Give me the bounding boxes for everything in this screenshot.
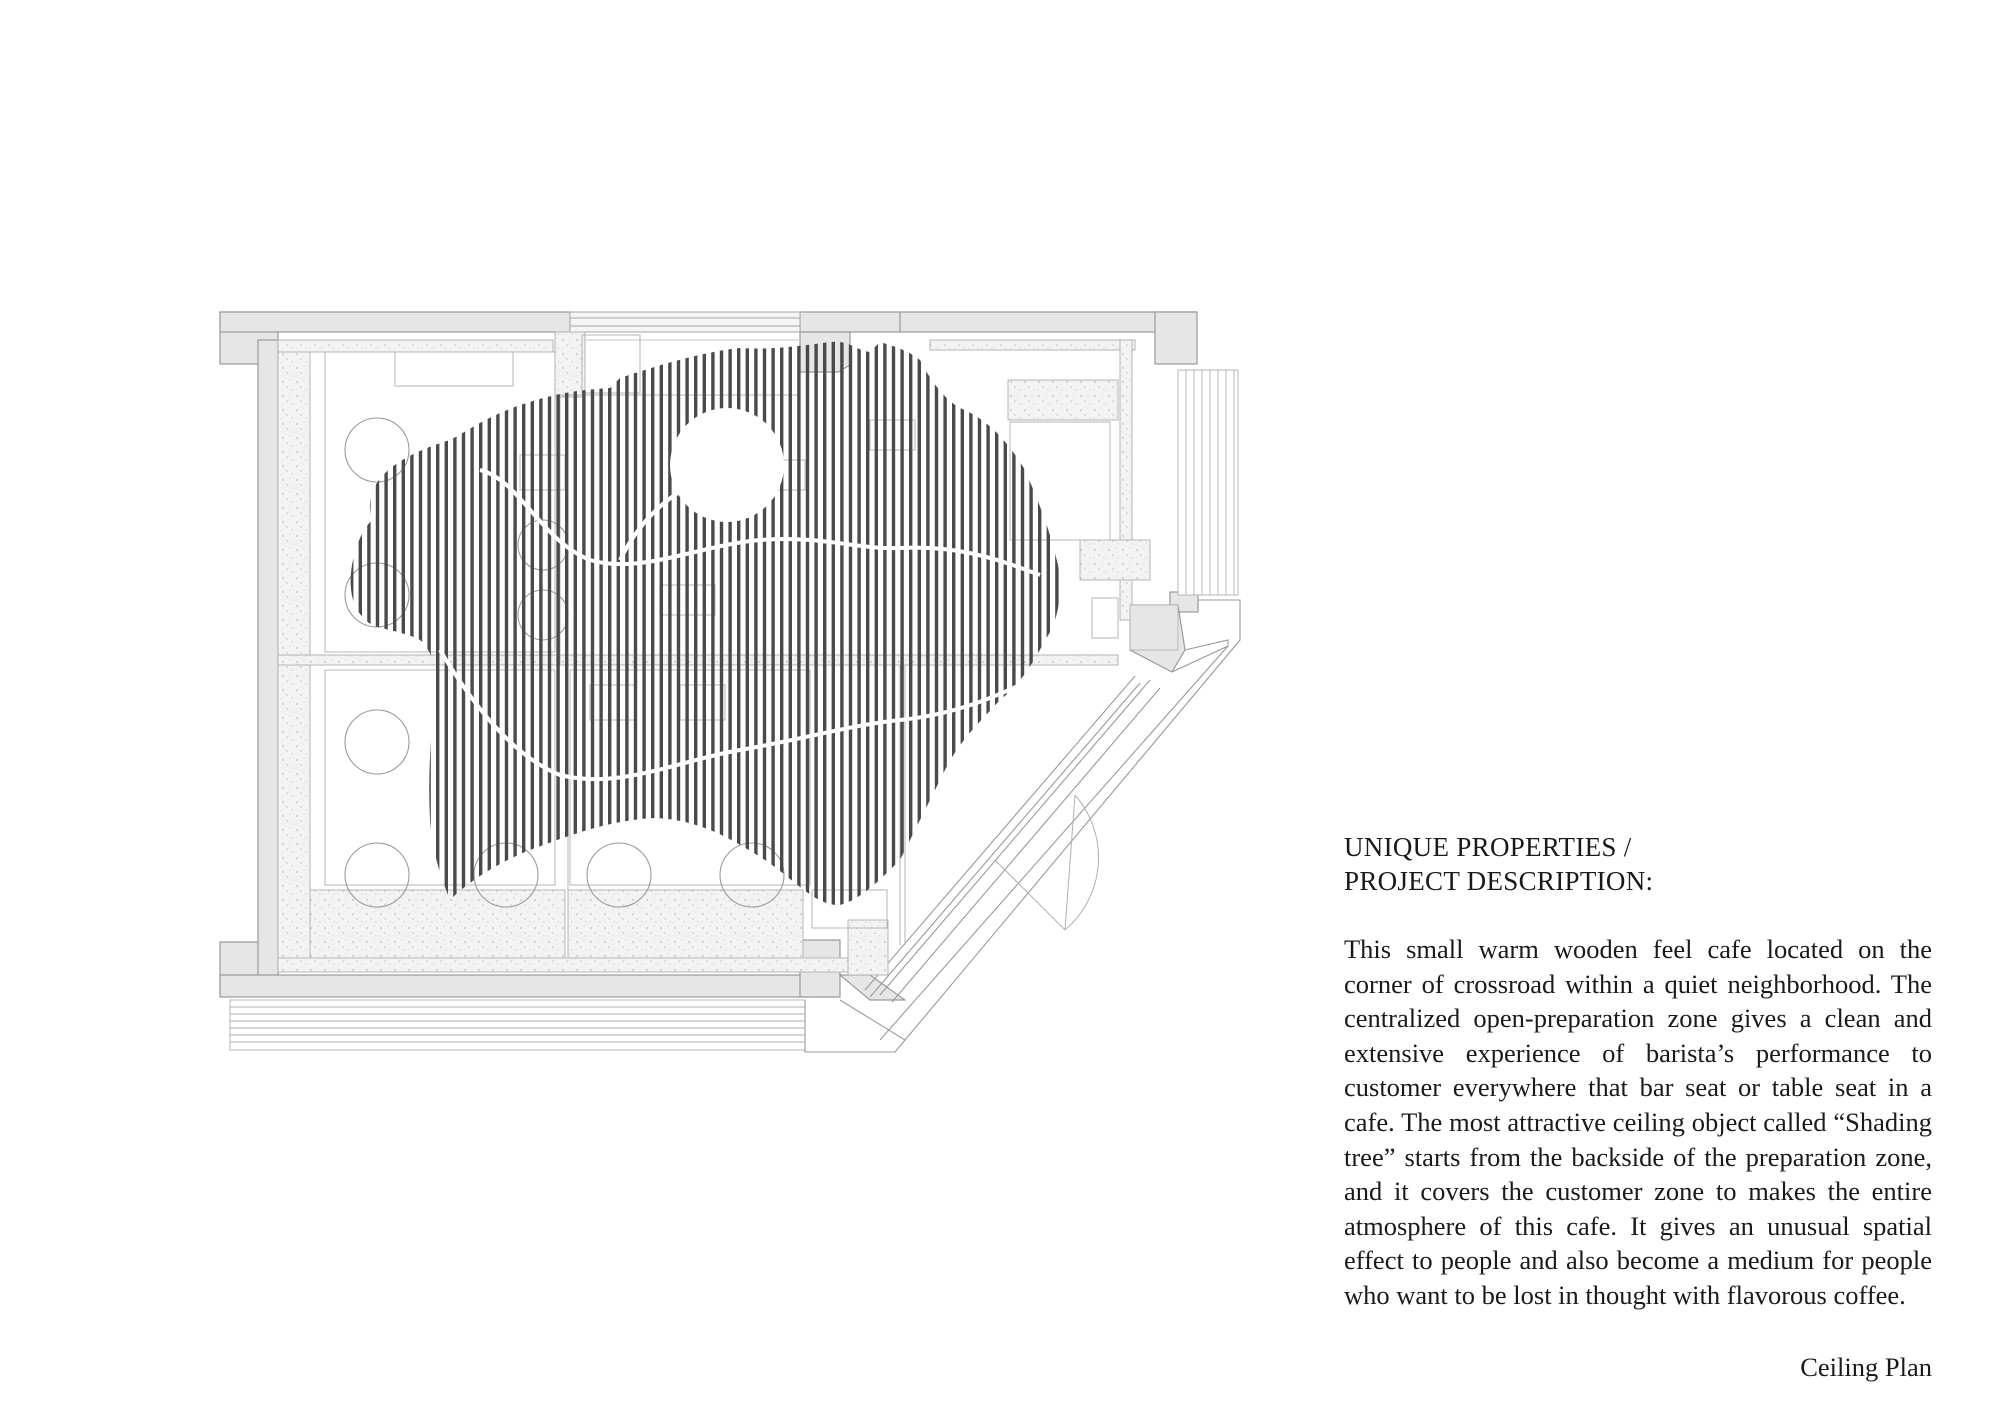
tree-batten bbox=[685, 330, 688, 920]
tree-batten bbox=[943, 330, 946, 920]
tree-batten bbox=[952, 330, 955, 920]
tree-batten bbox=[763, 330, 766, 920]
description-body: This small warm wooden feel cafe located on the corner of crossroad within a quiet neighborhood. The centralized open-preparation zone gives a clean and extensive experience of barista’s performance to customer everywhere that bar seat or table seat in a cafe. The most attractive ceiling object called “Shading tree” starts from the backside of the preparation zone, and it covers the customer zone to makes the entire atmosphere of this cafe. It gives an unusual spatial effect to people and also become a medium for people who want to be lost in thought with flavorous coffee. bbox=[1344, 934, 1932, 1310]
tree-batten bbox=[995, 330, 998, 920]
tree-batten bbox=[840, 330, 843, 920]
tree-batten bbox=[789, 330, 792, 920]
tree-batten bbox=[488, 330, 491, 920]
tree-batten bbox=[634, 330, 637, 920]
tree-batten bbox=[419, 330, 422, 920]
tree-batten bbox=[926, 330, 929, 920]
tree-batten bbox=[892, 330, 895, 920]
tree-batten bbox=[642, 330, 645, 920]
tree-batten bbox=[823, 330, 826, 920]
tree-batten bbox=[522, 330, 525, 920]
tree-batten bbox=[565, 330, 568, 920]
tree-batten bbox=[539, 330, 542, 920]
tree-batten bbox=[531, 330, 534, 920]
tree-batten bbox=[797, 330, 800, 920]
tree-batten bbox=[668, 330, 671, 920]
tree-batten bbox=[849, 330, 852, 920]
tree-batten bbox=[961, 330, 964, 920]
tree-batten bbox=[427, 330, 430, 920]
tree-batten bbox=[556, 330, 559, 920]
tree-batten bbox=[969, 330, 972, 920]
tree-batten bbox=[625, 330, 628, 920]
tree-batten bbox=[453, 330, 456, 920]
tree-batten bbox=[780, 330, 783, 920]
tree-batten bbox=[496, 330, 499, 920]
tree-batten bbox=[883, 330, 886, 920]
tree-batten bbox=[402, 330, 405, 920]
tree-batten bbox=[806, 330, 809, 920]
tree-batten bbox=[909, 330, 912, 920]
bottom-deck bbox=[230, 1000, 805, 1050]
tree-batten bbox=[918, 330, 921, 920]
tree-batten bbox=[857, 330, 860, 920]
tree-batten bbox=[814, 330, 817, 920]
tree-batten bbox=[832, 330, 835, 920]
tree-batten bbox=[505, 330, 508, 920]
tree-batten bbox=[582, 330, 585, 920]
tree-batten bbox=[462, 330, 465, 920]
tree-batten bbox=[445, 330, 448, 920]
tree-batten bbox=[617, 330, 620, 920]
tree-batten bbox=[771, 330, 774, 920]
tree-batten bbox=[359, 330, 362, 920]
tree-batten bbox=[470, 330, 473, 920]
tree-batten bbox=[935, 330, 938, 920]
tree-batten bbox=[513, 330, 516, 920]
top-window bbox=[570, 312, 800, 340]
tree-batten bbox=[599, 330, 602, 920]
tree-batten bbox=[900, 330, 903, 920]
tree-batten bbox=[479, 330, 482, 920]
tree-batten bbox=[875, 330, 878, 920]
heading-line-1: UNIQUE PROPERTIES / bbox=[1344, 832, 1632, 862]
tree-batten bbox=[436, 330, 439, 920]
description-heading bbox=[1344, 830, 1932, 898]
heading-line-2: PROJECT DESCRIPTION: bbox=[1344, 866, 1654, 896]
tree-batten bbox=[986, 330, 989, 920]
tree-batten bbox=[548, 330, 551, 920]
tree-batten bbox=[660, 330, 663, 920]
tree-batten bbox=[350, 330, 353, 920]
tree-batten bbox=[1004, 330, 1007, 920]
ceiling-plan-caption: Ceiling Plan bbox=[1800, 1352, 1932, 1382]
tree-batten bbox=[677, 330, 680, 920]
tree-opening bbox=[670, 408, 784, 522]
right-deck bbox=[1178, 370, 1238, 595]
tree-batten bbox=[393, 330, 396, 920]
tree-batten bbox=[651, 330, 654, 920]
tree-batten bbox=[978, 330, 981, 920]
tree-batten bbox=[608, 330, 611, 920]
tree-batten bbox=[866, 330, 869, 920]
tree-batten bbox=[574, 330, 577, 920]
tree-batten bbox=[591, 330, 594, 920]
tree-batten bbox=[410, 330, 413, 920]
project-description bbox=[1344, 830, 1932, 1382]
